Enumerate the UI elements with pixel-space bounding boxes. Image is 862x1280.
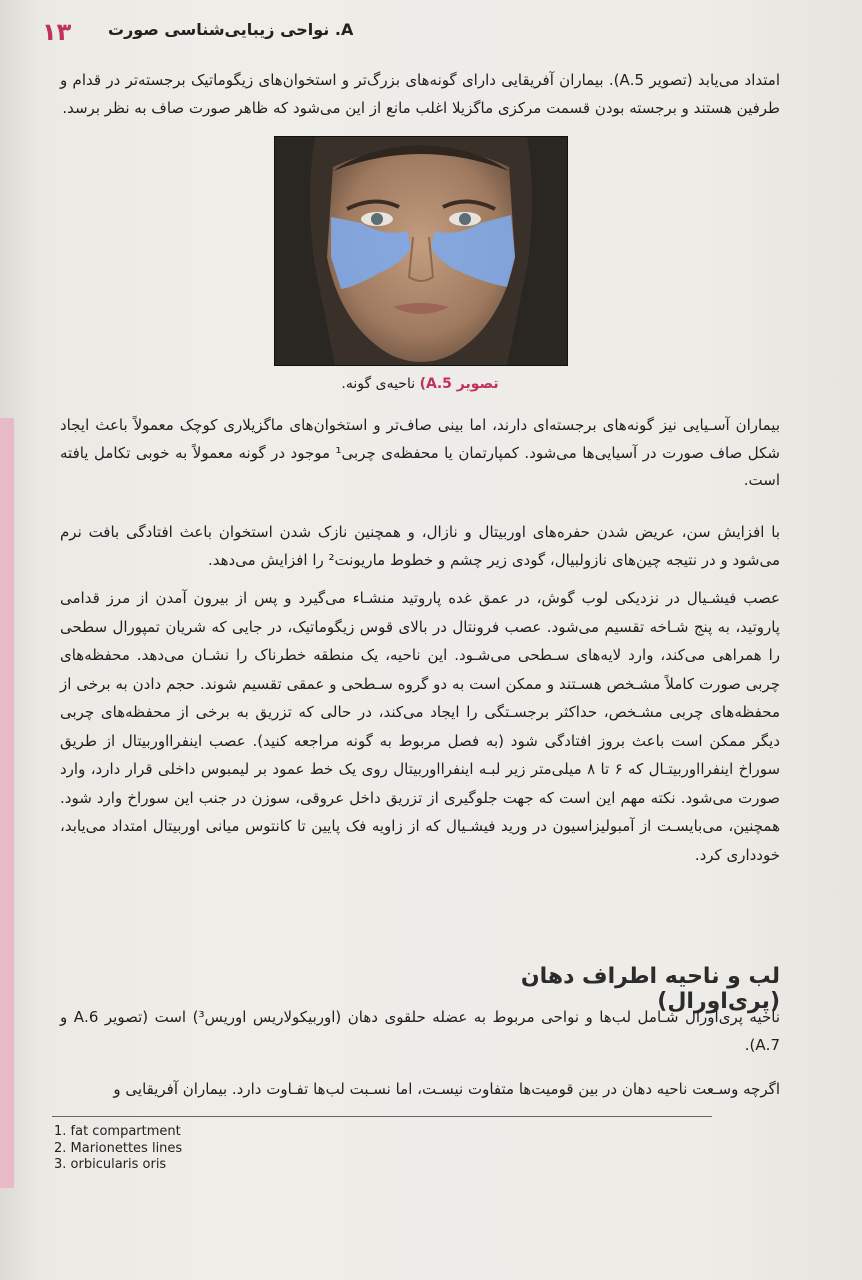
footnote-1: 1. fat compartment bbox=[54, 1124, 181, 1139]
paragraph-asian-patients: بیماران آسـیایی نیز گونه‌های برجسته‌ای دارند، اما بینی صاف‌تر و استخوان‌های ماگزیلاری کوچک معمولاً باعث ایجاد شکل صاف صورت در آسیایی‌ها می‌شود. کمپارتمان یا محفظه‌ی چربی¹ موجود در گونه معمولاً به خوبی تکامل یافته است. bbox=[60, 416, 780, 489]
page-number: ۱۳ bbox=[42, 18, 72, 46]
section-heading: لب و ناحیه اطراف دهان (پری‌اورال) bbox=[520, 964, 780, 1014]
cheek-region-figure bbox=[274, 136, 568, 366]
paragraph-mouth-region: اگرچه وسـعت ناحیه دهان در بین قومیت‌ها متفاوت نیسـت، اما نسـبت لب‌ها تفـاوت دارد. بیماران آفریقایی و bbox=[113, 1080, 780, 1098]
page-edge-tab bbox=[0, 418, 14, 1188]
figure-label: تصویر 5.A) bbox=[419, 376, 499, 392]
chapter-title: A. نواحی زیبایی‌شناسی صورت bbox=[108, 20, 354, 39]
paragraph-aging: با افزایش سن، عریض شدن حفره‌های اوربیتال و نازال، و همچنین نازک شدن استخوان باعث افتادگی بافت نرم می‌شود و در نتیجه چین‌های نازولبیال، گودی زیر چشم و خطوط ماریونت² را افزایش می‌دهد. bbox=[60, 523, 780, 569]
paragraph-facial-nerve: عصب فیشـیال در نزدیکی لوب گوش، در عمق غده پاروتید منشـاء می‌گیرد و پس از بیرون آمدن از مرز قدامی پاروتید، به پنج شـاخه تقسیم می‌شود. عصب فرونتال در بالای قوس زیگوماتیک، در جایی که شریان تمپورال سطحی را همراهی می‌کند، وارد لایه‌های سـطحی می‌شـود. این ناحیه، یک منطقه خطرناک را نشـان می‌دهد. محفظه‌های چربی صورت کاملاً مشـخص هسـتند و ممکن است به دو گروه سـطحی و عمقی تقسیم شوند. حجم دادن به برخی از محفظه‌های چربی مشـخص، حداکثر برجسـتگی را ایجاد می‌کند، در حالی که تزریق به برخی از محفظه‌های چربی دیگر ممکن است باعث بروز افتادگی شود (به فصل مربوط به گونه مراجعه کنید). عصب اینفرااوربیتال از طریق سوراخ اینفرااوربیتـال که ۶ تا ۸ میلی‌متر زیر لبـه اینفرااوربیتال روی یک خط عمود بر لیمبوس داخلی قرار دارد، وارد صورت می‌شود. نکته مهم این است که جهت جلوگیری از تزریق داخل عروقی، سوزن در جنب این سوراخ وارد شود. همچنین، می‌بایسـت از آمبولیزاسیون در ورید فیشـیال که از زاویه فک پایین تا کانتوس میانی اوربیتال امتداد می‌یابد، خودداری کرد. bbox=[60, 589, 781, 864]
footnote-divider bbox=[52, 1116, 712, 1117]
figure-caption-text: ناحیه‌ی گونه. bbox=[341, 376, 416, 392]
paragraph-intro: امتداد می‌یابد (تصویر 5.A). بیماران آفریقایی دارای گونه‌های بزرگ‌تر و استخوان‌های زیگوماتیک برجسته‌تر در قدام و طرفین هستند و برجسته بودن قسمت مرکزی ماگزیلا اغلب مانع از این می‌شود که ظاهر صورت صاف به نظر برسد. bbox=[60, 71, 781, 117]
face-illustration bbox=[275, 137, 567, 365]
footnote-2: 2. Marionettes lines bbox=[54, 1140, 183, 1156]
footnotes bbox=[54, 1124, 182, 1174]
figure-caption bbox=[300, 376, 540, 392]
footnote-3: 3. orbicularis oris bbox=[54, 1157, 167, 1172]
paragraph-perioral: ناحیه پری‌اورال شـامل لب‌ها و نواحی مربوط به عضله حلقوی دهان (اوربیکولاریس اوریس³) است (تصویر 6.A و 7.A). bbox=[60, 1008, 781, 1054]
